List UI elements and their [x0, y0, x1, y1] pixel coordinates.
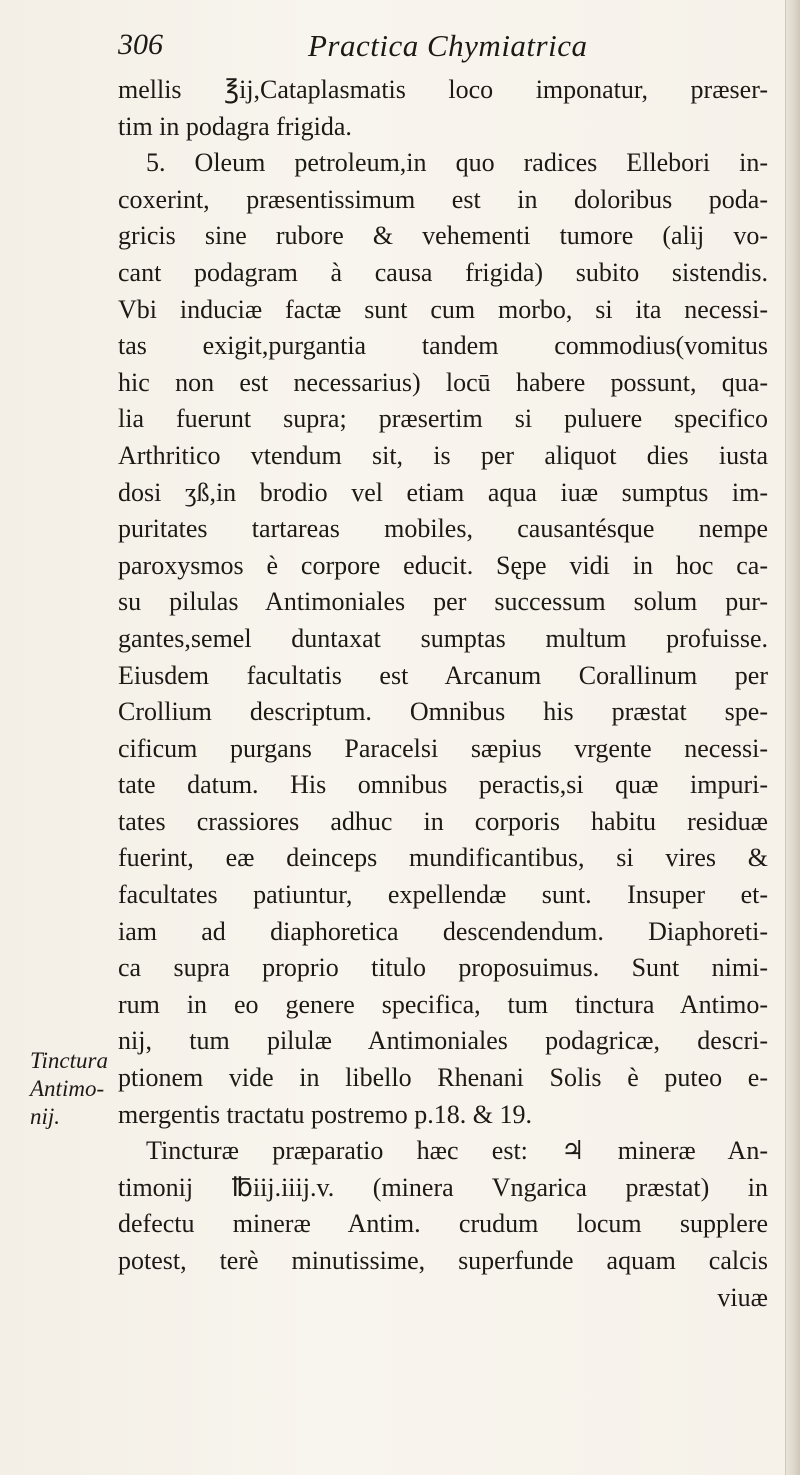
text-line: tas exigit,purgantia tandem commodius(vomitus — [118, 331, 768, 361]
margin-note — [30, 1047, 120, 1131]
running-head: Practica Chymiatrica — [308, 28, 588, 63]
text-line: tate datum. His omnibus peractis,si quæ impuri- — [118, 770, 768, 800]
text-line: Vbi induciæ factæ sunt cum morbo, si ita necessi- — [118, 294, 768, 324]
text-line: cificum purgans Paracelsi sæpius vrgente necessi- — [118, 733, 768, 763]
text-line: 5. Oleum petroleum,in quo radices Ellebori in- — [146, 148, 768, 178]
text-line: gantes,semel duntaxat sumptas multum profuisse. — [118, 623, 768, 653]
text-line: paroxysmos è corpore educit. Sępe vidi in hoc ca- — [118, 550, 768, 580]
page-header — [118, 28, 678, 70]
text-line: Eiusdem facultatis est Arcanum Corallinum per — [118, 660, 768, 690]
text-line: facultates patiuntur, expellendæ sunt. Insuper et- — [118, 880, 768, 910]
page-number: 306 — [118, 28, 163, 61]
text-line: Tincturæ præparatio hæc est: ♃ mineræ An- — [146, 1136, 768, 1166]
page-edge — [785, 0, 800, 1475]
text-line: hic non est necessarius) locū habere possunt, qua- — [118, 367, 768, 397]
body-text — [118, 72, 768, 1316]
margin-note-line: Antimo- — [30, 1076, 105, 1101]
text-line: mergentis tractatu postremo p.18. & 19. — [118, 1099, 532, 1129]
margin-note-line: Tinctura — [30, 1048, 108, 1073]
text-line: defectu mineræ Antim. crudum locum supplere — [118, 1209, 768, 1239]
text-line: dosi ʒß,in brodio vel etiam aqua iuæ sumptus im- — [118, 477, 768, 507]
text-line: puritates tartareas mobiles, causantésque nempe — [118, 514, 768, 544]
text-line: cant podagram à causa frigida) subito sistendis. — [118, 257, 768, 287]
text-line: tates crassiores adhuc in corporis habitu residuæ — [118, 806, 768, 836]
text-line: fuerint, eæ deinceps mundificantibus, si vires & — [118, 843, 768, 873]
catchword: viuæ — [717, 1282, 768, 1312]
text-line: tim in podagra frigida. — [118, 111, 352, 141]
text-line: Arthritico vtendum sit, is per aliquot dies iusta — [118, 440, 768, 470]
margin-note-line: nij. — [30, 1104, 61, 1129]
text-line: ptionem vide in libello Rhenani Solis è puteo e- — [118, 1063, 768, 1093]
text-line: coxerint, præsentissimum est in doloribus poda- — [118, 184, 768, 214]
text-line: rum in eo genere specifica, tum tinctura Antimo- — [118, 989, 768, 1019]
text-line: ca supra proprio titulo proposuimus. Sunt nimi- — [118, 953, 768, 983]
text-line: potest, terè minutissime, superfunde aquam calcis — [118, 1246, 768, 1275]
text-line: iam ad diaphoretica descendendum. Diaphoreti- — [118, 916, 768, 946]
text-line: gricis sine rubore & vehementi tumore (alij vo- — [118, 221, 768, 251]
text-line: Crollium descriptum. Omnibus his præstat spe- — [118, 697, 768, 727]
text-line: lia fuerunt supra; præsertim si puluere specifico — [118, 404, 768, 434]
text-line: nij, tum pilulæ Antimoniales podagricæ, descri- — [118, 1026, 768, 1056]
text-line: timonij ℔iij.iiij.v. (minera Vngarica præstat) in — [118, 1172, 768, 1202]
text-line: su pilulas Antimoniales per successum solum pur- — [118, 587, 768, 617]
text-line: mellis ℥ij,Cataplasmatis loco imponatur, præser- — [118, 75, 768, 104]
